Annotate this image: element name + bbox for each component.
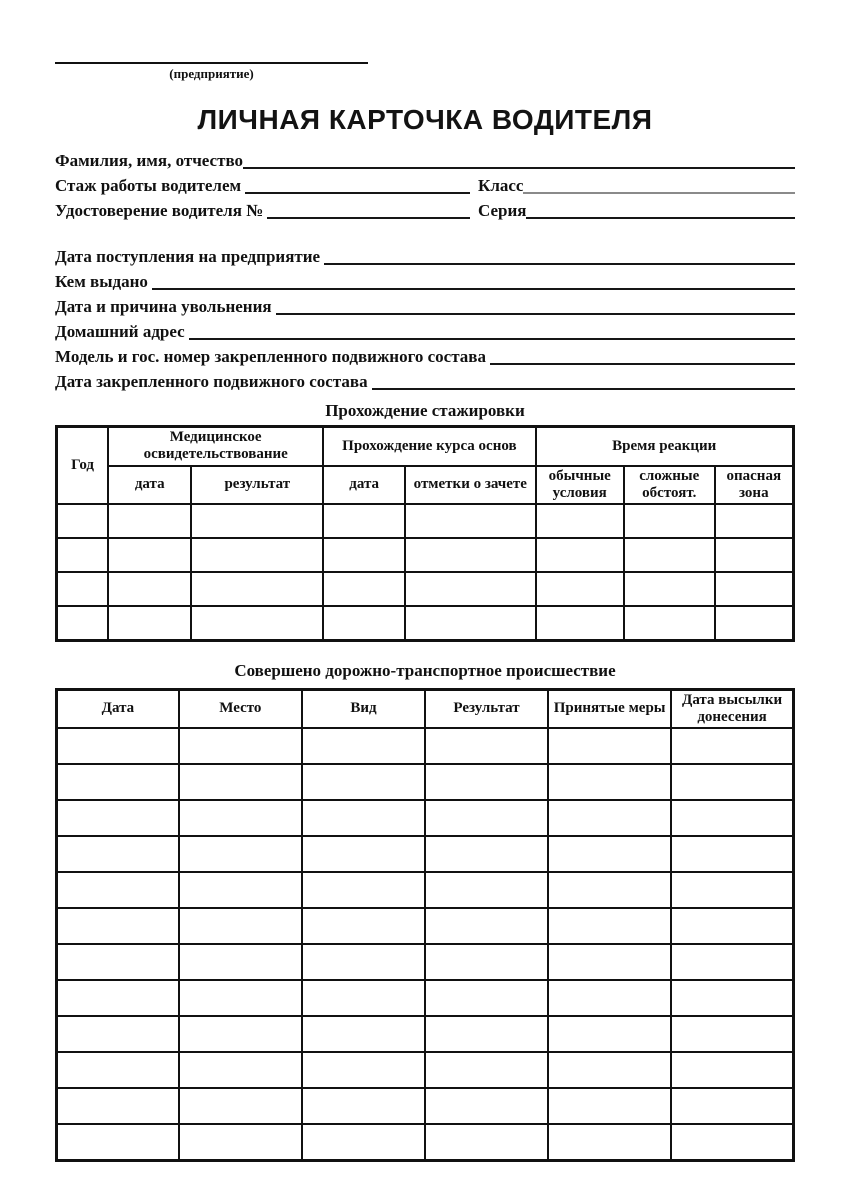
fill-line-series <box>526 217 795 219</box>
empty-cell <box>671 872 793 908</box>
accident-table <box>55 688 795 1162</box>
col-group-reaction: Время реакции <box>536 427 794 466</box>
empty-cell <box>323 606 405 640</box>
table-row <box>57 764 794 800</box>
empty-cell <box>548 872 671 908</box>
empty-cell <box>57 944 179 980</box>
empty-cell <box>548 1088 671 1124</box>
col-header-kind: Вид <box>302 689 425 728</box>
table-row <box>57 572 794 606</box>
empty-cell <box>302 764 425 800</box>
field-label-license-no: Удостоверение водителя № <box>55 201 264 220</box>
field-row-dismissal <box>55 292 795 317</box>
empty-cell <box>405 572 535 606</box>
field-group-experience <box>55 176 478 196</box>
empty-cell <box>302 728 425 764</box>
field-label-vehicle-date: Дата закрепленного подвижного состава <box>55 372 368 391</box>
empty-cell <box>671 728 793 764</box>
table-row <box>57 1016 794 1052</box>
empty-cell <box>425 1124 548 1160</box>
empty-cell <box>302 908 425 944</box>
empty-cell <box>57 728 179 764</box>
empty-cell <box>425 800 548 836</box>
table-row <box>57 606 794 640</box>
table-row <box>57 1052 794 1088</box>
empty-cell <box>425 764 548 800</box>
empty-cell <box>108 572 191 606</box>
empty-cell <box>57 1016 179 1052</box>
empty-cell <box>624 504 715 538</box>
empty-cell <box>179 764 302 800</box>
empty-cell <box>425 908 548 944</box>
empty-cell <box>302 1088 425 1124</box>
page-title: ЛИЧНАЯ КАРТОЧКА ВОДИТЕЛЯ <box>197 104 653 135</box>
empty-cell <box>57 538 109 572</box>
table-row <box>57 944 794 980</box>
empty-cell <box>323 572 405 606</box>
empty-cell <box>57 836 179 872</box>
table-row <box>57 1088 794 1124</box>
empty-cell <box>548 1124 671 1160</box>
empty-cell <box>179 728 302 764</box>
empty-cell <box>179 836 302 872</box>
empty-cell <box>425 836 548 872</box>
empty-cell <box>671 1052 793 1088</box>
fill-line-vehicle-model <box>490 363 795 365</box>
col-header-reaction-normal: обычные условия <box>536 466 624 505</box>
empty-cell <box>624 572 715 606</box>
table-row <box>57 1124 794 1160</box>
col-header-year: Год <box>57 427 109 505</box>
empty-cell <box>715 538 794 572</box>
col-header-medical-result: результат <box>191 466 323 505</box>
col-header-report-date: Дата высылки донесения <box>671 689 793 728</box>
empty-cell <box>179 800 302 836</box>
empty-cell <box>425 1088 548 1124</box>
empty-cell <box>671 1088 793 1124</box>
col-header-course-date: дата <box>323 466 405 505</box>
internship-table <box>55 425 795 642</box>
col-header-date: Дата <box>57 689 179 728</box>
field-label-experience: Стаж работы водителем <box>55 176 242 195</box>
empty-cell <box>548 1052 671 1088</box>
empty-cell <box>671 836 793 872</box>
empty-cell <box>548 836 671 872</box>
empty-cell <box>671 944 793 980</box>
empty-cell <box>671 1124 793 1160</box>
table-row <box>57 980 794 1016</box>
enterprise-fill-line <box>55 62 368 64</box>
empty-cell <box>715 606 794 640</box>
fill-line-issued-by <box>152 288 795 290</box>
empty-cell <box>548 980 671 1016</box>
col-header-reaction-complex: сложные обстоят. <box>624 466 715 505</box>
empty-cell <box>671 1016 793 1052</box>
empty-cell <box>548 944 671 980</box>
empty-cell <box>715 504 794 538</box>
empty-cell <box>191 606 323 640</box>
empty-cell <box>302 836 425 872</box>
empty-cell <box>425 872 548 908</box>
empty-cell <box>624 538 715 572</box>
col-header-place: Место <box>179 689 302 728</box>
empty-cell <box>57 572 109 606</box>
fill-line-dismissal <box>276 313 795 315</box>
empty-cell <box>108 606 191 640</box>
empty-cell <box>548 728 671 764</box>
fill-line-vehicle-date <box>372 388 795 390</box>
empty-cell <box>425 1052 548 1088</box>
table-row <box>57 872 794 908</box>
empty-cell <box>302 1124 425 1160</box>
field-label-hire-date: Дата поступления на предприятие <box>55 247 321 266</box>
empty-cell <box>179 1088 302 1124</box>
field-row-fio <box>55 146 795 171</box>
empty-cell <box>405 606 535 640</box>
table-row <box>57 800 794 836</box>
table-row <box>57 728 794 764</box>
accident-section-title: Совершено дорожно-транспортное происшествие <box>234 660 616 680</box>
empty-cell <box>302 872 425 908</box>
fill-line-license-no <box>267 217 470 219</box>
empty-cell <box>179 872 302 908</box>
empty-cell <box>179 1124 302 1160</box>
field-row-issued-by <box>55 267 795 292</box>
empty-cell <box>179 1016 302 1052</box>
empty-cell <box>323 538 405 572</box>
empty-cell <box>548 908 671 944</box>
empty-cell <box>179 944 302 980</box>
internship-section-title: Прохождение стажировки <box>325 401 525 420</box>
table-row <box>57 836 794 872</box>
col-header-course-mark: отметки о зачете <box>405 466 535 505</box>
field-label-dismissal: Дата и причина увольнения <box>55 297 272 316</box>
empty-cell <box>536 504 624 538</box>
col-header-reaction-danger: опасная зона <box>715 466 794 505</box>
empty-cell <box>671 908 793 944</box>
field-label-series: Серия <box>478 201 527 220</box>
empty-cell <box>405 538 535 572</box>
empty-cell <box>425 944 548 980</box>
table-row <box>57 504 794 538</box>
empty-cell <box>57 504 109 538</box>
empty-cell <box>323 504 405 538</box>
field-row-vehicle-model <box>55 342 795 367</box>
empty-cell <box>57 606 109 640</box>
empty-cell <box>191 572 323 606</box>
empty-cell <box>191 504 323 538</box>
empty-cell <box>57 764 179 800</box>
empty-cell <box>302 1052 425 1088</box>
col-header-result: Результат <box>425 689 548 728</box>
field-label-vehicle-model: Модель и гос. номер закрепленного подвижного состава <box>55 347 486 366</box>
empty-cell <box>302 944 425 980</box>
field-row-license-series <box>55 196 795 221</box>
empty-cell <box>57 1088 179 1124</box>
empty-cell <box>108 538 191 572</box>
accident-header-row <box>57 689 794 728</box>
field-row-vehicle-date <box>55 367 795 392</box>
empty-cell <box>548 1016 671 1052</box>
col-group-medical: Медицинское освидетельствование <box>108 427 323 466</box>
col-header-measures: Принятые меры <box>548 689 671 728</box>
field-row-hire-date <box>55 242 795 267</box>
empty-cell <box>302 1016 425 1052</box>
empty-cell <box>405 504 535 538</box>
empty-cell <box>57 800 179 836</box>
empty-cell <box>548 800 671 836</box>
empty-cell <box>179 1052 302 1088</box>
empty-cell <box>624 606 715 640</box>
empty-cell <box>536 572 624 606</box>
empty-cell <box>191 538 323 572</box>
empty-cell <box>302 800 425 836</box>
empty-cell <box>179 908 302 944</box>
empty-cell <box>57 980 179 1016</box>
empty-cell <box>671 764 793 800</box>
empty-cell <box>57 908 179 944</box>
field-label-issued-by: Кем выдано <box>55 272 148 291</box>
fill-line-fio <box>243 167 795 169</box>
fill-line-experience <box>245 192 470 194</box>
fill-line-class <box>523 192 795 194</box>
empty-cell <box>425 1016 548 1052</box>
field-label-class: Класс <box>478 176 524 195</box>
empty-cell <box>179 980 302 1016</box>
table-row <box>57 538 794 572</box>
empty-cell <box>548 764 671 800</box>
empty-cell <box>715 572 794 606</box>
internship-header-row-groups <box>57 427 794 466</box>
field-row-address <box>55 317 795 342</box>
empty-cell <box>536 538 624 572</box>
empty-cell <box>57 872 179 908</box>
fill-line-address <box>189 338 795 340</box>
field-label-fio: Фамилия, имя, отчество <box>55 151 244 170</box>
field-label-address: Домашний адрес <box>55 322 185 341</box>
empty-cell <box>108 504 191 538</box>
enterprise-caption: (предприятие) <box>169 66 254 81</box>
table-row <box>57 908 794 944</box>
empty-cell <box>57 1052 179 1088</box>
internship-header-row-sub <box>57 466 794 505</box>
field-row-experience-class <box>55 171 795 196</box>
empty-cell <box>536 606 624 640</box>
empty-cell <box>302 980 425 1016</box>
col-group-course: Прохождение курса основ <box>323 427 535 466</box>
fill-line-hire-date <box>324 263 795 265</box>
col-header-medical-date: дата <box>108 466 191 505</box>
empty-cell <box>671 980 793 1016</box>
empty-cell <box>57 1124 179 1160</box>
empty-cell <box>425 728 548 764</box>
empty-cell <box>425 980 548 1016</box>
empty-cell <box>671 800 793 836</box>
field-group-license <box>55 201 478 221</box>
